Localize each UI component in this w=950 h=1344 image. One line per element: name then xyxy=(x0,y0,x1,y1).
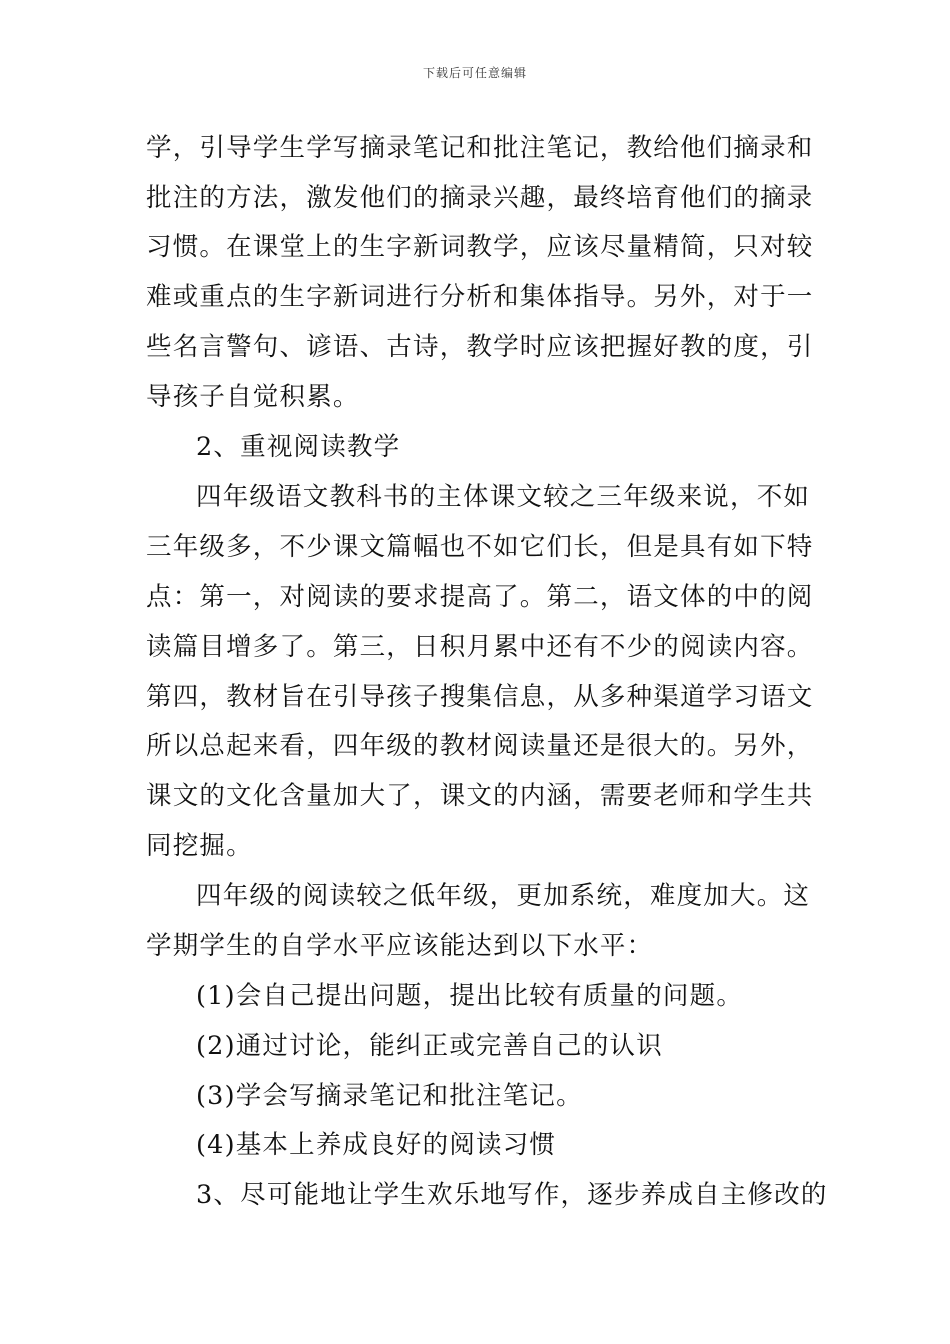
section-heading: 3、尽可能地让学生欢乐地写作，逐步养成自主修改的 xyxy=(196,1180,828,1210)
body-line: 学期学生的自学水平应该能达到以下水平： xyxy=(146,931,654,961)
section-heading: 2、重视阅读教学 xyxy=(196,432,401,462)
body-line: 三年级多，不少课文篇幅也不如它们长，但是具有如下特 xyxy=(146,532,814,562)
body-line: 所以总起来看，四年级的教材阅读量还是很大的。另外， xyxy=(146,731,814,761)
list-item: (4)基本上养成良好的阅读习惯 xyxy=(196,1130,557,1160)
body-line: 些名言警句、谚语、古诗，教学时应该把握好教的度，引 xyxy=(146,332,814,362)
body-line: 批注的方法，激发他们的摘录兴趣，最终培育他们的摘录 xyxy=(146,183,814,213)
body-line: 第四，教材旨在引导孩子搜集信息，从多种渠道学习语文 xyxy=(146,682,814,712)
body-line: 四年级的阅读较之低年级，更加系统，难度加大。这 xyxy=(196,881,811,911)
body-line: 导孩子自觉积累。 xyxy=(146,382,360,412)
body-line: 习惯。在课堂上的生字新词教学，应该尽量精简，只对较 xyxy=(146,232,814,262)
body-line: 点：第一，对阅读的要求提高了。第二，语文体的中的阅 xyxy=(146,582,814,612)
body-line: 读篇目增多了。第三，日积月累中还有不少的阅读内容。 xyxy=(146,632,814,662)
body-line: 四年级语文教科书的主体课文较之三年级来说，不如 xyxy=(196,482,811,512)
body-line: 同挖掘。 xyxy=(146,831,253,861)
header-note: 下载后可任意编辑 xyxy=(422,66,527,80)
body-line: 难或重点的生字新词进行分析和集体指导。另外，对于一 xyxy=(146,282,814,312)
list-item: (1)会自己提出问题，提出比较有质量的问题。 xyxy=(196,981,744,1011)
list-item: (2)通过讨论，能纠正或完善自己的认识 xyxy=(196,1031,663,1061)
body-line: 课文的文化含量加大了，课文的内涵，需要老师和学生共 xyxy=(146,781,814,811)
body-line: 学，引导学生学写摘录笔记和批注笔记，教给他们摘录和 xyxy=(146,133,814,163)
list-item: (3)学会写摘录笔记和批注笔记。 xyxy=(196,1081,583,1111)
